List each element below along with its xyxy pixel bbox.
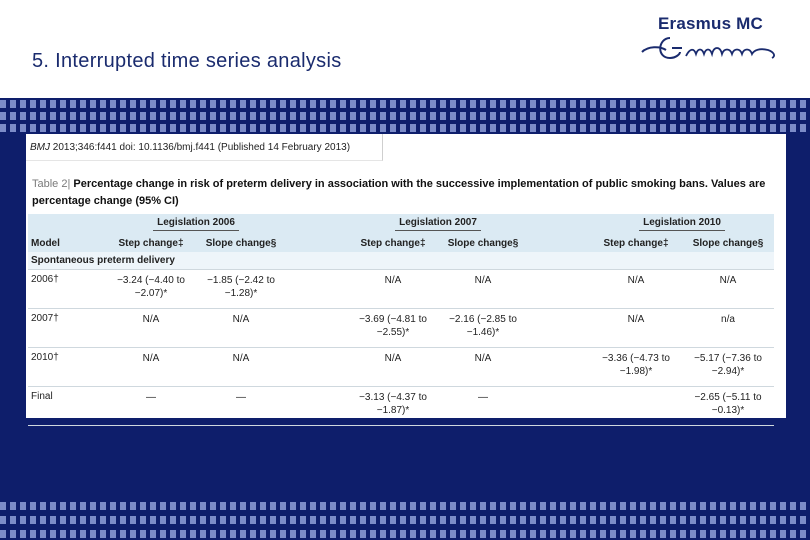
model-header: Model xyxy=(28,234,106,252)
table-caption xyxy=(32,176,776,210)
table-cell: N/A xyxy=(106,309,196,348)
group-legislation-2010: Legislation 2010 xyxy=(639,217,725,231)
table-cell: N/A xyxy=(438,348,528,387)
table-cell: N/A xyxy=(438,270,528,309)
citation-details: 2013;346:f441 doi: 10.1136/bmj.f441 (Published 14 February 2013) xyxy=(50,142,351,153)
dotted-divider xyxy=(0,502,810,510)
table-cell: −3.24 (−4.40 to −2.07)* xyxy=(106,270,196,309)
column-header: Slope change§ xyxy=(682,234,774,252)
dotted-divider xyxy=(0,516,810,524)
table-cell: −3.69 (−4.81 to −2.55)* xyxy=(348,309,438,348)
row-label: 2007† xyxy=(28,309,106,348)
table-caption-text: Percentage change in risk of preterm delivery in association with the successive implementation of public smoking bans. Values are percentage change (95% CI) xyxy=(32,178,766,207)
table-row xyxy=(28,348,774,387)
table-cell: N/A xyxy=(682,270,774,309)
row-label: Final xyxy=(28,387,106,426)
table-cell: — xyxy=(438,387,528,426)
journal-name: BMJ xyxy=(30,142,50,153)
table-row xyxy=(28,309,774,348)
column-header: Slope change§ xyxy=(438,234,528,252)
dotted-divider xyxy=(0,112,810,120)
slide-header xyxy=(0,0,810,98)
dotted-divider xyxy=(0,100,810,108)
column-header: Step change‡ xyxy=(106,234,196,252)
row-label: 2006† xyxy=(28,270,106,309)
table-cell: — xyxy=(196,387,286,426)
column-header: Slope change§ xyxy=(196,234,286,252)
slide-title: 5. Interrupted time series analysis xyxy=(32,50,342,72)
table-panel xyxy=(26,134,786,418)
erasmus-signature-icon xyxy=(636,12,786,72)
table-tag: Table 2| xyxy=(32,178,71,190)
group-legislation-2006: Legislation 2006 xyxy=(153,217,239,231)
table-cell: −2.65 (−5.11 to −0.13)* xyxy=(682,387,774,426)
dotted-divider xyxy=(0,530,810,538)
results-table xyxy=(28,214,774,426)
table-cell: — xyxy=(106,387,196,426)
table-cell: N/A xyxy=(196,309,286,348)
table-cell: −3.13 (−4.37 to −1.87)* xyxy=(348,387,438,426)
table-cell: N/A xyxy=(590,309,682,348)
table-cell: −5.17 (−7.36 to −2.94)* xyxy=(682,348,774,387)
table-row xyxy=(28,387,774,426)
column-header: Step change‡ xyxy=(590,234,682,252)
table-cell: N/A xyxy=(106,348,196,387)
logo-text: Erasmus MC xyxy=(658,14,763,33)
erasmus-mc-logo xyxy=(636,12,786,72)
table-cell: N/A xyxy=(348,348,438,387)
citation-line xyxy=(30,142,350,153)
table-cell: N/A xyxy=(348,270,438,309)
section-label: Spontaneous preterm delivery xyxy=(28,252,774,270)
group-legislation-2007: Legislation 2007 xyxy=(395,217,481,231)
table-section-row xyxy=(28,252,774,270)
table-column-header xyxy=(28,234,774,252)
row-label: 2010† xyxy=(28,348,106,387)
table-cell: −2.16 (−2.85 to −1.46)* xyxy=(438,309,528,348)
dotted-divider xyxy=(0,124,810,132)
table-cell: n/a xyxy=(682,309,774,348)
table-cell: N/A xyxy=(196,348,286,387)
column-header: Step change‡ xyxy=(348,234,438,252)
table-cell: N/A xyxy=(590,270,682,309)
table-cell xyxy=(590,387,682,426)
table-group-header xyxy=(28,214,774,234)
table-cell: −1.85 (−2.42 to −1.28)* xyxy=(196,270,286,309)
table-row xyxy=(28,270,774,309)
table-cell: −3.36 (−4.73 to −1.98)* xyxy=(590,348,682,387)
